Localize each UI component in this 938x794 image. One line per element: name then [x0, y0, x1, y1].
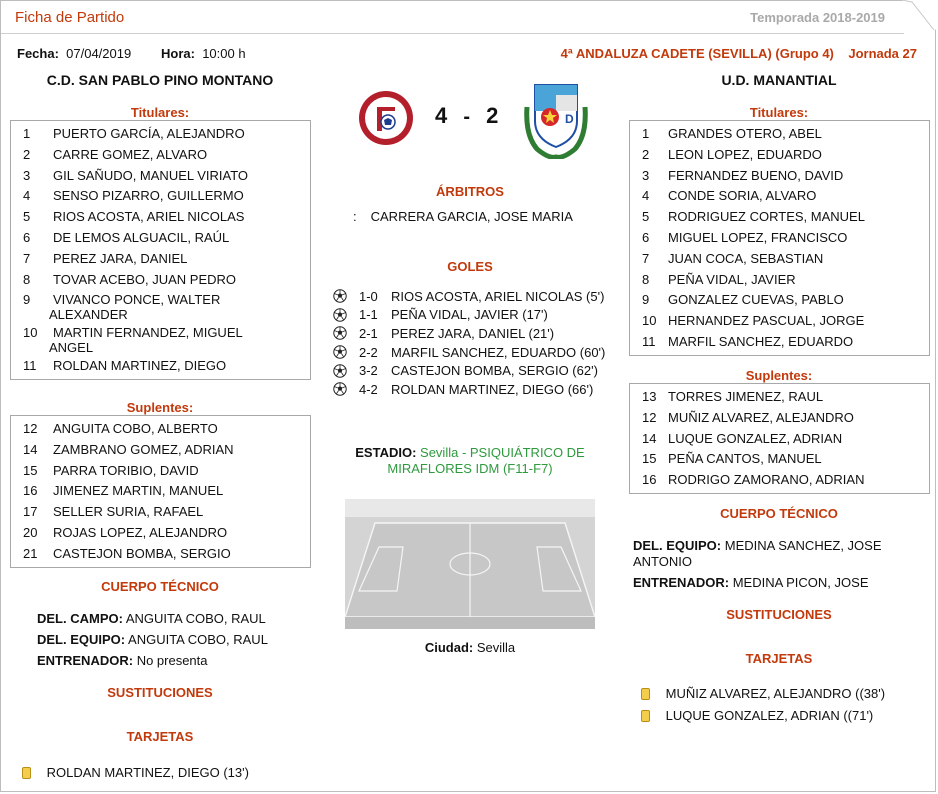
player-name: ZAMBRANO GOMEZ, ADRIAN [53, 441, 234, 457]
player-name: ROJAS LOPEZ, ALEJANDRO [53, 524, 228, 540]
player-name: PUERTO GARCÍA, ALEJANDRO [53, 126, 245, 141]
player-number: 20 [23, 524, 38, 540]
player-number: 4 [23, 188, 31, 204]
player-name: VIVANCO PONCE, WALTER ALEXANDER [49, 292, 221, 323]
player-name: PEÑA VIDAL, JAVIER [668, 271, 796, 287]
goal-scorer: ROLDAN MARTINEZ, DIEGO (66') [391, 381, 594, 397]
home-staff [37, 611, 268, 674]
player-row [11, 480, 310, 501]
player-number: 8 [23, 271, 31, 287]
player-number: 10 [23, 325, 38, 341]
player-number: 5 [23, 209, 31, 225]
player-name: LUQUE GONZALEZ, ADRIAN [668, 430, 843, 446]
player-row [11, 289, 310, 322]
soccer-ball-icon [333, 382, 347, 396]
goal-scorer: PEREZ JARA, DANIEL (21') [391, 325, 555, 341]
goal-scorer: PEÑA VIDAL, JAVIER (17') [391, 307, 548, 323]
player-number: 6 [642, 229, 650, 245]
goal-score: 1-1 [359, 307, 378, 323]
player-number: 12 [642, 409, 657, 425]
player-name: SENSO PIZARRO, GUILLERMO [53, 188, 244, 204]
away-team-crest [523, 77, 589, 159]
goal-row [333, 306, 633, 325]
player-number: 9 [642, 292, 650, 308]
final-score: 4 - 2 [435, 103, 499, 128]
goal-row [333, 324, 633, 343]
player-name: JIMENEZ MARTIN, MANUEL [53, 483, 224, 499]
player-number: 15 [642, 451, 657, 467]
player-number: 15 [23, 462, 38, 478]
player-row [11, 501, 310, 522]
staff-row: DEL. EQUIPO: MEDINA SANCHEZ, JOSE ANTONIO [633, 538, 882, 569]
player-row [11, 522, 310, 543]
player-name: JUAN COCA, SEBASTIAN [668, 250, 824, 266]
home-staff-title: CUERPO TÉCNICO [101, 579, 219, 594]
away-subs-list [629, 383, 930, 494]
player-name: RIOS ACOSTA, ARIEL NICOLAS [53, 209, 245, 225]
player-number: 11 [23, 358, 37, 374]
goal-score: 1-0 [359, 288, 378, 304]
yellow-card-icon [22, 767, 31, 779]
player-row [11, 123, 310, 144]
away-starters-title: Titulares: [749, 105, 809, 120]
referees-title: ÁRBITROS [436, 184, 504, 199]
home-card-row: ROLDAN MARTINEZ, DIEGO (13') [22, 765, 249, 780]
away-starters-list [629, 120, 930, 356]
player-name: HERNANDEZ PASCUAL, JORGE [668, 313, 865, 329]
player-number: 6 [23, 229, 31, 245]
svg-text:D: D [565, 112, 574, 126]
player-row [11, 248, 310, 269]
player-name: PEÑA CANTOS, MANUEL [668, 451, 822, 467]
staff-row: DEL. EQUIPO: ANGUITA COBO, RAUL [37, 632, 268, 647]
player-number: 8 [642, 271, 650, 287]
player-row [630, 310, 929, 331]
player-row [630, 185, 929, 206]
player-row [11, 144, 310, 165]
player-number: 2 [642, 146, 650, 162]
staff-row: ENTRENADOR: No presenta [37, 653, 208, 668]
player-name: TORRES JIMENEZ, RAUL [668, 389, 824, 404]
goal-score: 3-2 [359, 363, 378, 379]
player-row [630, 289, 929, 310]
player-row [630, 331, 929, 352]
yellow-card-icon [641, 710, 650, 722]
player-number: 16 [642, 472, 657, 488]
away-substitutions-title: SUSTITUCIONES [726, 607, 832, 622]
player-number: 3 [642, 167, 650, 183]
player-row [630, 386, 929, 407]
player-number: 11 [642, 333, 656, 349]
header-divider [1, 33, 904, 34]
player-name: RODRIGUEZ CORTES, MANUEL [668, 209, 865, 225]
home-team-crest [357, 89, 415, 147]
player-number: 2 [23, 146, 31, 162]
player-name: TOVAR ACEBO, JUAN PEDRO [53, 271, 237, 287]
player-row [11, 543, 310, 564]
player-number: 9 [23, 292, 31, 308]
city-info: Ciudad: Sevilla [424, 640, 516, 655]
player-name: MIGUEL LOPEZ, FRANCISCO [668, 229, 848, 245]
player-number: 14 [642, 430, 657, 446]
player-name: LEON LOPEZ, EDUARDO [668, 146, 822, 162]
player-name: GRANDES OTERO, ABEL [668, 126, 822, 141]
away-team-name: U.D. MANANTIAL [721, 72, 837, 88]
player-number: 3 [23, 167, 31, 183]
staff-row: ENTRENADOR: MEDINA PICON, JOSE [633, 575, 869, 590]
home-subs-title: Suplentes: [126, 400, 194, 415]
goal-score: 2-2 [359, 344, 378, 360]
player-number: 1 [642, 126, 650, 141]
player-name: CARRE GOMEZ, ALVARO [53, 146, 208, 162]
home-substitutions-title: SUSTITUCIONES [107, 685, 213, 700]
home-team-name: C.D. SAN PABLO PINO MONTANO [46, 72, 274, 88]
player-name: PEREZ JARA, DANIEL [53, 250, 188, 266]
soccer-ball-icon [333, 308, 347, 322]
player-name: ROLDAN MARTINEZ, DIEGO [53, 358, 227, 374]
player-name: MUÑIZ ALVAREZ, ALEJANDRO [668, 409, 854, 425]
player-name: ANGUITA COBO, ALBERTO [53, 421, 218, 436]
player-row [11, 439, 310, 460]
player-name: RODRIGO ZAMORANO, ADRIAN [668, 472, 865, 488]
soccer-ball-icon [333, 345, 347, 359]
player-name: SELLER SURIA, RAFAEL [53, 504, 204, 520]
player-row [630, 428, 929, 449]
competition-info: 4ª ANDALUZA CADETE (SEVILLA) (Grupo 4) Jornada 27 [560, 46, 917, 61]
away-card-row: LUQUE GONZALEZ, ADRIAN ((71') [641, 708, 873, 723]
player-name: GONZALEZ CUEVAS, PABLO [668, 292, 844, 308]
home-subs-list [10, 415, 311, 568]
stadium-name: Sevilla - PSIQUIÁTRICO DE MIRAFLORES IDM (F11-F7) [387, 445, 585, 476]
player-row [630, 448, 929, 469]
stadium-photo [345, 499, 595, 629]
player-row [11, 269, 310, 290]
player-row [630, 407, 929, 428]
player-name: CASTEJON BOMBA, SERGIO [53, 545, 231, 561]
player-row [11, 355, 310, 376]
away-subs-title: Suplentes: [745, 368, 813, 383]
stadium-info: ESTADIO: Sevilla - PSIQUIÁTRICO DE MIRAFLORES IDM (F11-F7) [355, 445, 585, 476]
goal-score: 4-2 [359, 381, 378, 397]
home-starters-list [10, 120, 311, 380]
goal-row [333, 361, 633, 380]
player-number: 5 [642, 209, 650, 225]
away-card-row: MUÑIZ ALVAREZ, ALEJANDRO ((38') [641, 686, 885, 701]
player-row [630, 248, 929, 269]
player-number: 21 [23, 545, 38, 561]
player-name: FERNANDEZ BUENO, DAVID [668, 167, 844, 183]
player-number: 16 [23, 483, 38, 499]
player-name: PARRA TORIBIO, DAVID [53, 462, 199, 478]
goal-row [333, 287, 633, 306]
player-number: 7 [642, 250, 650, 266]
goal-score: 2-1 [359, 325, 378, 341]
player-number: 14 [23, 441, 38, 457]
player-row [11, 227, 310, 248]
goals-title: GOLES [447, 259, 493, 274]
goal-row [333, 343, 633, 362]
player-number: 1 [23, 126, 31, 141]
soccer-ball-icon [333, 364, 347, 378]
goal-scorer: CASTEJON BOMBA, SERGIO (62') [391, 363, 598, 379]
player-number: 10 [642, 313, 657, 329]
player-row [11, 418, 310, 439]
player-row [630, 165, 929, 186]
player-number: 12 [23, 421, 38, 436]
player-number: 17 [23, 504, 38, 520]
player-row [630, 469, 929, 490]
player-row [630, 123, 929, 144]
goal-scorer: MARFIL SANCHEZ, EDUARDO (60') [391, 344, 606, 360]
player-row [630, 227, 929, 248]
yellow-card-icon [641, 688, 650, 700]
home-starters-title: Titulares: [130, 105, 190, 120]
referee-row: : CARRERA GARCIA, JOSE MARIA [353, 209, 573, 224]
player-row [11, 206, 310, 227]
soccer-ball-icon [333, 289, 347, 303]
away-cards-title: TARJETAS [745, 651, 813, 666]
away-staff [633, 538, 923, 596]
player-row [630, 144, 929, 165]
player-row [11, 322, 310, 355]
player-number: 4 [642, 188, 650, 204]
away-staff-title: CUERPO TÉCNICO [720, 506, 838, 521]
player-name: MARFIL SANCHEZ, EDUARDO [668, 333, 854, 349]
player-row [11, 460, 310, 481]
player-row [11, 185, 310, 206]
page-fold-icon [902, 0, 936, 30]
player-name: MARTIN FERNANDEZ, MIGUEL ANGEL [49, 325, 243, 356]
home-cards-title: TARJETAS [126, 729, 194, 744]
page-title: Ficha de Partido [15, 9, 125, 26]
staff-row: DEL. CAMPO: ANGUITA COBO, RAUL [37, 611, 266, 626]
match-time: Hora: 10:00 h [161, 46, 246, 61]
goals-list [333, 287, 633, 399]
player-number: 13 [642, 389, 657, 404]
player-row [11, 165, 310, 186]
match-date: Fecha: 07/04/2019 [17, 46, 132, 61]
player-row [630, 206, 929, 227]
player-name: GIL SAÑUDO, MANUEL VIRIATO [53, 167, 249, 183]
goal-row [333, 380, 633, 399]
player-name: CONDE SORIA, ALVARO [668, 188, 817, 204]
player-row [630, 269, 929, 290]
player-number: 7 [23, 250, 31, 266]
soccer-ball-icon [333, 326, 347, 340]
goal-scorer: RIOS ACOSTA, ARIEL NICOLAS (5') [391, 288, 605, 304]
player-name: DE LEMOS ALGUACIL, RAÚL [53, 229, 230, 245]
season-label: Temporada 2018-2019 [750, 10, 885, 25]
